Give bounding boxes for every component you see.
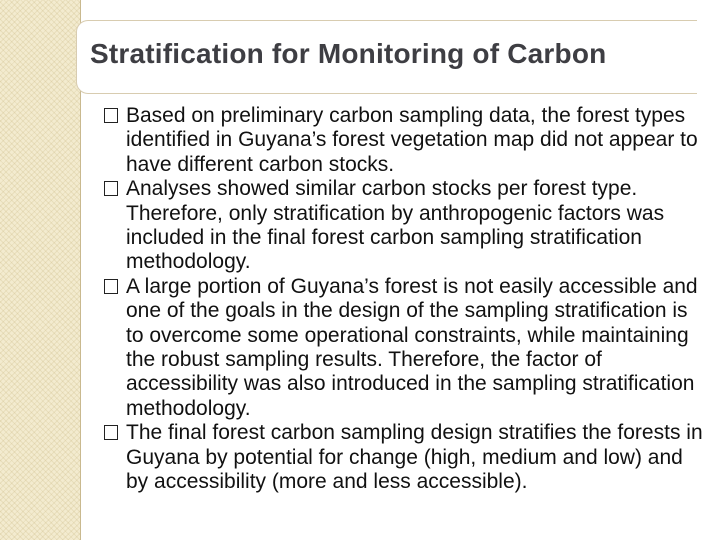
bullet-item bbox=[104, 104, 704, 177]
bullet-box-icon bbox=[104, 181, 118, 196]
bullet-item bbox=[104, 275, 704, 421]
bullet-box-icon bbox=[104, 425, 118, 440]
bullet-box-icon bbox=[104, 108, 118, 123]
bullet-list bbox=[104, 104, 704, 495]
bullet-text: A large portion of Guyana’s forest is not easily accessible and one of the goals in the design of the sampling stratification is to overcome some operational constraints, while maintaining the robust sampling results. Therefore, the factor of accessibility was also introduced in the sampling stratification methodology. bbox=[126, 274, 698, 420]
bullet-box-icon bbox=[104, 279, 118, 294]
bullet-item bbox=[104, 177, 704, 275]
bullet-text: The final forest carbon sampling design stratifies the forests in Guyana by potential for change (high, medium and low) and by accessibility (more and less accessible). bbox=[126, 421, 703, 494]
slide-title: Stratification for Monitoring of Carbon bbox=[90, 38, 607, 69]
bullet-text: Based on preliminary carbon sampling data, the forest types identified in Guyana’s forest vegetation map did not appear to have different carbon stocks. bbox=[126, 104, 698, 176]
decorative-side-band bbox=[0, 0, 80, 540]
bullet-item bbox=[104, 421, 704, 494]
bullet-text: Analyses showed similar carbon stocks per forest type. Therefore, only stratification by anthropogenic factors was included in the final forest carbon sampling stratification methodology. bbox=[126, 177, 665, 274]
